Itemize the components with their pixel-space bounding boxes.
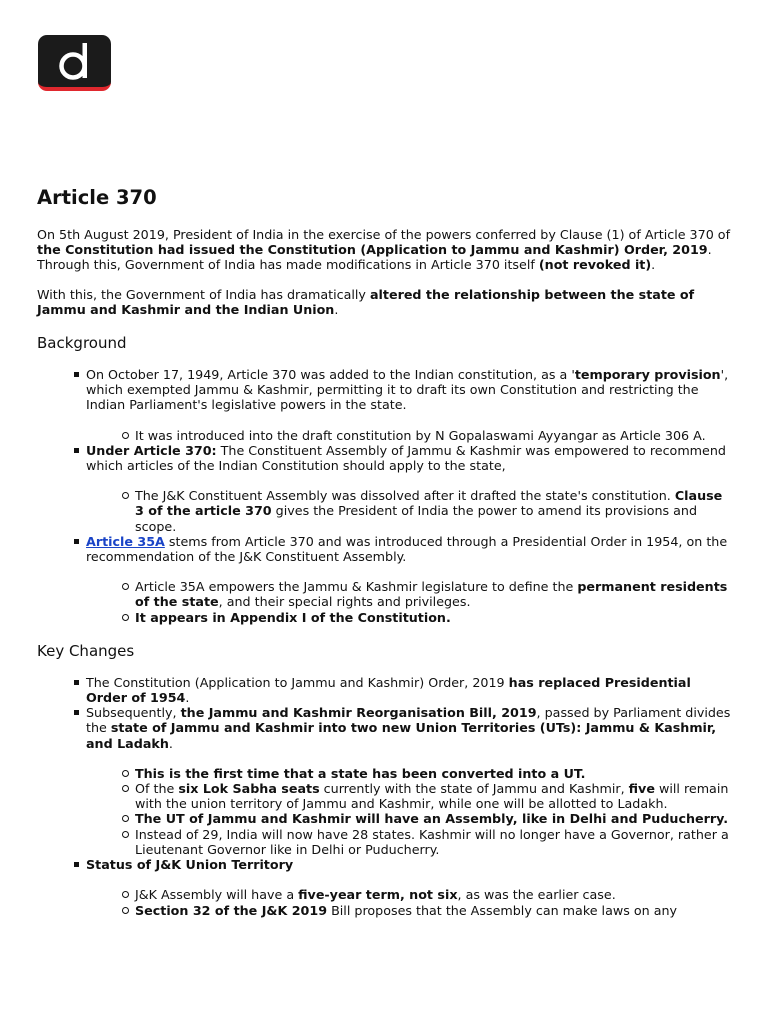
intro-paragraph-2: With this, the Government of India has dramatically altered the relationship between the state of Jammu and Kashmir and the Indian Union. <box>37 286 695 317</box>
background-list <box>37 367 732 625</box>
logo-d-icon <box>38 35 111 87</box>
sub-list-item: This is the first time that a state has been converted into a UT. <box>86 766 732 781</box>
sub-list-item: Section 32 of the J&K 2019 Bill proposes that the Assembly can make laws on any <box>86 903 732 918</box>
sub-list-item: J&K Assembly will have a five-year term, not six, as was the earlier case. <box>86 887 732 902</box>
section-heading-background: Background <box>37 334 127 353</box>
list-item: On October 17, 1949, Article 370 was added to the Indian constitution, as a 'temporary provision', which exempted Jammu & Kashmir, permitting it to draft its own Constitution and restricting the Indian Parliament's legislative powers in the state. It was introduced into the draft constitution by N Gopalaswami Ayyangar as Article 306 A. <box>37 367 732 443</box>
sub-list-item: It was introduced into the draft constitution by N Gopalaswami Ayyangar as Article 306 A. <box>86 428 732 443</box>
sub-list-item: It appears in Appendix I of the Constitution. <box>86 610 732 625</box>
sub-list <box>37 428 732 443</box>
list-item: Article 35A stems from Article 370 and was introduced through a Presidential Order in 1954, on the recommendation of the J&K Constituent Assembly. Article 35A empowers the Jammu & Kashmir legislature to define the permanent residents of the state, and their special rights and privileges. It appears in Appendix I of the Constitution. <box>37 534 732 625</box>
sub-list-item: The UT of Jammu and Kashmir will have an Assembly, like in Delhi and Puducherry. <box>86 811 732 826</box>
key-changes-list <box>37 675 732 918</box>
sub-list <box>37 579 732 625</box>
list-item: The Constitution (Application to Jammu and Kashmir) Order, 2019 has replaced Presidential Order of 1954. <box>37 675 732 705</box>
sub-list <box>37 887 732 917</box>
intro-paragraph: On 5th August 2019, President of India in the exercise of the powers conferred by Clause (1) of Article 370 of the Constitution had issued the Constitution (Application to Jammu and Kashmir) Order, 2019. Through this, Government of India has made modifications in Article 370 itself (not revoked it). <box>37 227 731 273</box>
sub-list <box>37 488 732 534</box>
sub-list-item: The J&K Constituent Assembly was dissolved after it drafted the state's constitution. Clause 3 of the article 370 gives the President of India the power to amend its provisions and scope. <box>86 488 732 534</box>
article-35a-link[interactable]: Article 35A <box>86 533 165 549</box>
sub-list-item: Of the six Lok Sabha seats currently with the state of Jammu and Kashmir, five will remain with the union territory of Jammu and Kashmir, while one will be allotted to Ladakh. <box>86 781 732 811</box>
article-content <box>37 185 732 918</box>
app-logo[interactable] <box>38 35 111 91</box>
sub-list-item: Instead of 29, India will now have 28 states. Kashmir will no longer have a Governor, rather a Lieutenant Governor like in Delhi or Puducherry. <box>86 827 732 857</box>
section-heading-key-changes: Key Changes <box>37 641 135 660</box>
list-item: Subsequently, the Jammu and Kashmir Reorganisation Bill, 2019, passed by Parliament divides the state of Jammu and Kashmir into two new Union Territories (UTs): Jammu & Kashmir, and Ladakh. This is the first time that a state has been converted into a UT. Of the six Lok Sabha seats currently with the state of Jammu and Kashmir, five will remain with the union territory of Jammu and Kashmir, while one will be allotted to Ladakh. The UT of Jammu and Kashmir will have an Assembly, like in Delhi and Puducherry. Instead of 29, India will now have 28 states. Kashmir will no longer have a Governor, rather a Lieutenant Governor like in Delhi or Puducherry. <box>37 705 732 857</box>
list-item: Status of J&K Union Territory J&K Assembly will have a five-year term, not six, as was the earlier case. Section 32 of the J&K 2019 Bill proposes that the Assembly can make laws on any <box>37 857 732 918</box>
list-item: Under Article 370: The Constituent Assembly of Jammu & Kashmir was empowered to recommend which articles of the Indian Constitution should apply to the state, The J&K Constituent Assembly was dissolved after it drafted the state's constitution. Clause 3 of the article 370 gives the President of India the power to amend its provisions and scope. <box>37 443 732 534</box>
sub-list <box>37 766 732 857</box>
page-title: Article 370 <box>37 186 157 209</box>
sub-list-item: Article 35A empowers the Jammu & Kashmir legislature to define the permanent residents of the state, and their special rights and privileges. <box>86 579 732 609</box>
